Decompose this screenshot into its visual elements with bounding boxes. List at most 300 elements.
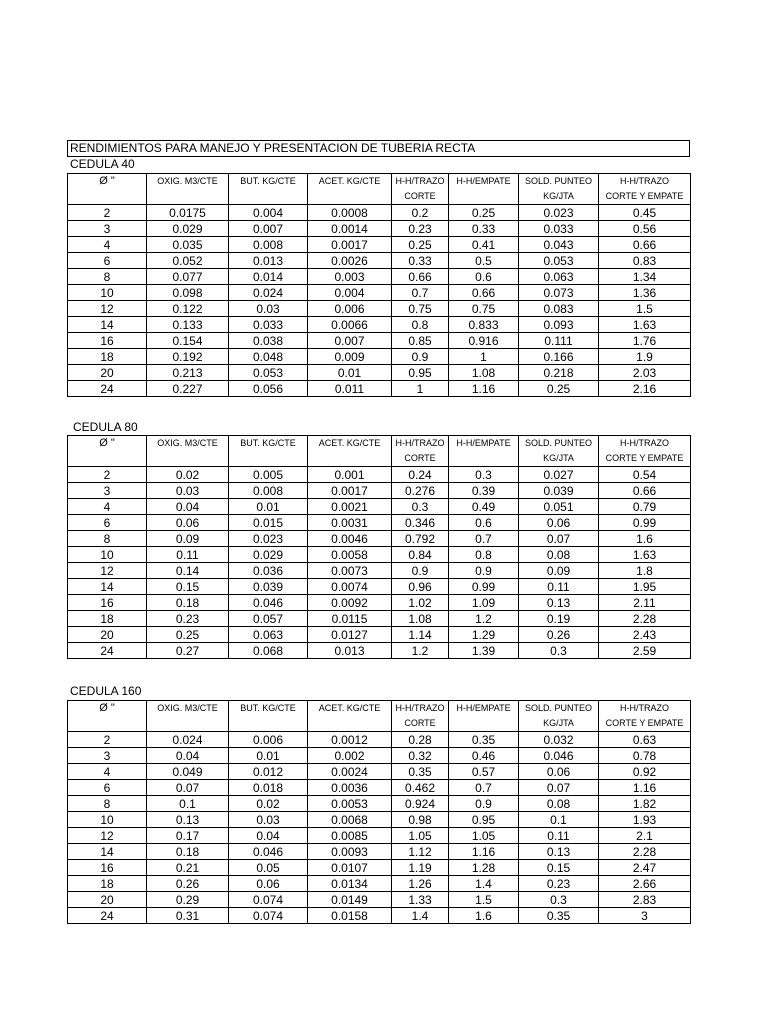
diameter-cell: 10 xyxy=(68,547,147,563)
value-cell: 2.03 xyxy=(599,365,691,381)
column-header-line-1: H-H/EMPATE xyxy=(456,438,511,448)
column-header-line-1: H-H/TRAZO xyxy=(620,176,669,186)
diameter-cell: 20 xyxy=(68,892,147,908)
value-cell: 0.45 xyxy=(599,205,691,221)
table-header-row xyxy=(68,701,691,732)
value-cell: 1.63 xyxy=(599,317,691,333)
column-header-line-1: OXIG. M3/CTE xyxy=(157,438,218,448)
value-cell: 0.083 xyxy=(519,301,599,317)
table-row xyxy=(68,333,691,349)
value-cell: 1.5 xyxy=(599,301,691,317)
value-cell: 0.154 xyxy=(147,333,229,349)
table-row xyxy=(68,764,691,780)
value-cell: 0.346 xyxy=(392,515,449,531)
value-cell: 0.66 xyxy=(449,285,519,301)
table-row xyxy=(68,467,691,483)
value-cell: 0.033 xyxy=(519,221,599,237)
value-cell: 0.0175 xyxy=(147,205,229,221)
table-row xyxy=(68,221,691,237)
value-cell: 0.1 xyxy=(519,812,599,828)
column-header-line-1: OXIG. M3/CTE xyxy=(157,703,218,713)
value-cell: 0.192 xyxy=(147,349,229,365)
value-cell: 1 xyxy=(449,349,519,365)
value-cell: 0.19 xyxy=(519,611,599,627)
value-cell: 0.0026 xyxy=(308,253,392,269)
value-cell: 0.32 xyxy=(392,748,449,764)
value-cell: 0.0068 xyxy=(308,812,392,828)
column-header xyxy=(599,701,691,732)
value-cell: 2.1 xyxy=(599,828,691,844)
value-cell: 0.05 xyxy=(229,860,308,876)
value-cell: 0.03 xyxy=(147,483,229,499)
value-cell: 0.25 xyxy=(519,381,599,397)
value-cell: 0.007 xyxy=(229,221,308,237)
table-row xyxy=(68,732,691,748)
value-cell: 1.4 xyxy=(392,908,449,924)
value-cell: 0.07 xyxy=(519,780,599,796)
value-cell: 0.84 xyxy=(392,547,449,563)
column-header-line-1: ACET. KG/CTE xyxy=(318,176,381,186)
diameter-cell: 8 xyxy=(68,269,147,285)
value-cell: 0.28 xyxy=(392,732,449,748)
value-cell: 0.07 xyxy=(519,531,599,547)
column-header-line-1: H-H/EMPATE xyxy=(456,176,511,186)
value-cell: 0.033 xyxy=(229,317,308,333)
table-row xyxy=(68,579,691,595)
value-cell: 1.5 xyxy=(449,892,519,908)
document-title: RENDIMIENTOS PARA MANEJO Y PRESENTACION DE TUBERIA RECTA xyxy=(67,140,690,157)
column-header-line-1: SOLD. PUNTEO xyxy=(524,703,592,713)
value-cell: 0.0066 xyxy=(308,317,392,333)
value-cell: 0.0017 xyxy=(308,483,392,499)
value-cell: 1.16 xyxy=(599,780,691,796)
value-cell: 0.0014 xyxy=(308,221,392,237)
value-cell: 1.14 xyxy=(392,627,449,643)
value-cell: 0.3 xyxy=(519,643,599,659)
value-cell: 0.01 xyxy=(229,499,308,515)
value-cell: 0.077 xyxy=(147,269,229,285)
value-cell: 0.35 xyxy=(392,764,449,780)
value-cell: 0.0031 xyxy=(308,515,392,531)
diameter-cell: 4 xyxy=(68,499,147,515)
diameter-cell: 16 xyxy=(68,333,147,349)
value-cell: 0.01 xyxy=(308,365,392,381)
value-cell: 0.15 xyxy=(147,579,229,595)
value-cell: 2.16 xyxy=(599,381,691,397)
value-cell: 0.6 xyxy=(449,269,519,285)
column-header xyxy=(147,701,229,732)
table-row xyxy=(68,643,691,659)
value-cell: 0.0046 xyxy=(308,531,392,547)
value-cell: 0.013 xyxy=(308,643,392,659)
value-cell: 0.0158 xyxy=(308,908,392,924)
value-cell: 0.053 xyxy=(229,365,308,381)
column-header xyxy=(68,701,147,732)
value-cell: 0.18 xyxy=(147,595,229,611)
value-cell: 0.227 xyxy=(147,381,229,397)
value-cell: 0.98 xyxy=(392,812,449,828)
table-row xyxy=(68,205,691,221)
table-row xyxy=(68,908,691,924)
value-cell: 0.06 xyxy=(229,876,308,892)
value-cell: 0.015 xyxy=(229,515,308,531)
value-cell: 0.004 xyxy=(229,205,308,221)
table-row xyxy=(68,483,691,499)
value-cell: 1.12 xyxy=(392,844,449,860)
column-header xyxy=(392,174,449,205)
value-cell: 2.47 xyxy=(599,860,691,876)
diameter-cell: 4 xyxy=(68,764,147,780)
table-row xyxy=(68,515,691,531)
column-header-line-1: BUT. KG/CTE xyxy=(240,703,296,713)
value-cell: 0.038 xyxy=(229,333,308,349)
value-cell: 0.039 xyxy=(519,483,599,499)
column-header-line-1: H-H/TRAZO xyxy=(620,438,669,448)
value-cell: 0.0012 xyxy=(308,732,392,748)
value-cell: 0.0036 xyxy=(308,780,392,796)
table-row xyxy=(68,627,691,643)
value-cell: 1.09 xyxy=(449,595,519,611)
diameter-cell: 16 xyxy=(68,860,147,876)
value-cell: 2.11 xyxy=(599,595,691,611)
table-row xyxy=(68,381,691,397)
table-row xyxy=(68,317,691,333)
value-cell: 0.31 xyxy=(147,908,229,924)
value-cell: 0.0134 xyxy=(308,876,392,892)
diameter-cell: 2 xyxy=(68,205,147,221)
value-cell: 0.916 xyxy=(449,333,519,349)
value-cell: 0.462 xyxy=(392,780,449,796)
value-cell: 0.006 xyxy=(229,732,308,748)
value-cell: 0.6 xyxy=(449,515,519,531)
value-cell: 0.07 xyxy=(147,780,229,796)
table-row xyxy=(68,876,691,892)
value-cell: 2.83 xyxy=(599,892,691,908)
value-cell: 0.75 xyxy=(392,301,449,317)
value-cell: 1.93 xyxy=(599,812,691,828)
value-cell: 0.04 xyxy=(147,499,229,515)
value-cell: 1.76 xyxy=(599,333,691,349)
value-cell: 1.95 xyxy=(599,579,691,595)
value-cell: 0.08 xyxy=(519,547,599,563)
value-cell: 0.26 xyxy=(147,876,229,892)
value-cell: 0.001 xyxy=(308,467,392,483)
value-cell: 0.035 xyxy=(147,237,229,253)
column-header-line-1: Ø " xyxy=(99,702,115,714)
value-cell: 1 xyxy=(392,381,449,397)
value-cell: 0.95 xyxy=(449,812,519,828)
value-cell: 1.16 xyxy=(449,844,519,860)
table-cedula-160 xyxy=(67,700,691,924)
column-header-line-2: CORTE Y EMPATE xyxy=(605,718,684,728)
value-cell: 0.0127 xyxy=(308,627,392,643)
column-header-line-2: CORTE xyxy=(404,453,436,463)
value-cell: 0.14 xyxy=(147,563,229,579)
value-cell: 0.79 xyxy=(599,499,691,515)
column-header-line-1: Ø " xyxy=(99,175,115,187)
diameter-cell: 3 xyxy=(68,748,147,764)
value-cell: 0.11 xyxy=(519,828,599,844)
value-cell: 1.4 xyxy=(449,876,519,892)
column-header xyxy=(599,436,691,467)
value-cell: 0.95 xyxy=(392,365,449,381)
diameter-cell: 20 xyxy=(68,365,147,381)
table-row xyxy=(68,828,691,844)
table-row xyxy=(68,499,691,515)
column-header xyxy=(519,436,599,467)
value-cell: 1.8 xyxy=(599,563,691,579)
value-cell: 1.08 xyxy=(449,365,519,381)
column-header-line-1: SOLD. PUNTEO xyxy=(524,176,592,186)
value-cell: 3 xyxy=(599,908,691,924)
value-cell: 1.19 xyxy=(392,860,449,876)
column-header xyxy=(68,174,147,205)
value-cell: 0.8 xyxy=(449,547,519,563)
table-row xyxy=(68,780,691,796)
diameter-cell: 20 xyxy=(68,627,147,643)
diameter-cell: 18 xyxy=(68,349,147,365)
table-row xyxy=(68,860,691,876)
column-header-line-1: H-H/TRAZO xyxy=(395,438,445,448)
table-row xyxy=(68,547,691,563)
value-cell: 0.56 xyxy=(599,221,691,237)
value-cell: 0.833 xyxy=(449,317,519,333)
value-cell: 0.85 xyxy=(392,333,449,349)
table-row xyxy=(68,892,691,908)
column-header xyxy=(147,436,229,467)
value-cell: 0.098 xyxy=(147,285,229,301)
value-cell: 0.66 xyxy=(599,483,691,499)
value-cell: 0.7 xyxy=(449,780,519,796)
value-cell: 0.06 xyxy=(519,515,599,531)
diameter-cell: 6 xyxy=(68,253,147,269)
value-cell: 0.051 xyxy=(519,499,599,515)
value-cell: 0.11 xyxy=(519,579,599,595)
value-cell: 0.66 xyxy=(392,269,449,285)
value-cell: 0.29 xyxy=(147,892,229,908)
value-cell: 0.0021 xyxy=(308,499,392,515)
value-cell: 0.17 xyxy=(147,828,229,844)
value-cell: 0.007 xyxy=(308,333,392,349)
value-cell: 0.66 xyxy=(599,237,691,253)
diameter-cell: 14 xyxy=(68,579,147,595)
value-cell: 0.008 xyxy=(229,237,308,253)
table-row xyxy=(68,844,691,860)
value-cell: 0.9 xyxy=(449,796,519,812)
column-header xyxy=(308,436,392,467)
value-cell: 0.1 xyxy=(147,796,229,812)
value-cell: 1.6 xyxy=(449,908,519,924)
diameter-cell: 12 xyxy=(68,301,147,317)
diameter-cell: 10 xyxy=(68,812,147,828)
value-cell: 0.0107 xyxy=(308,860,392,876)
column-header-line-2: CORTE Y EMPATE xyxy=(605,453,684,463)
column-header xyxy=(229,174,308,205)
column-header-line-1: ACET. KG/CTE xyxy=(318,703,381,713)
value-cell: 0.0074 xyxy=(308,579,392,595)
diameter-cell: 10 xyxy=(68,285,147,301)
value-cell: 0.0092 xyxy=(308,595,392,611)
table-row xyxy=(68,748,691,764)
value-cell: 0.074 xyxy=(229,908,308,924)
column-header xyxy=(229,701,308,732)
value-cell: 0.15 xyxy=(519,860,599,876)
value-cell: 0.0024 xyxy=(308,764,392,780)
value-cell: 0.0073 xyxy=(308,563,392,579)
column-header xyxy=(519,701,599,732)
value-cell: 0.043 xyxy=(519,237,599,253)
value-cell: 0.13 xyxy=(147,812,229,828)
column-header-line-1: BUT. KG/CTE xyxy=(240,176,296,186)
value-cell: 0.012 xyxy=(229,764,308,780)
table-row xyxy=(68,349,691,365)
value-cell: 0.5 xyxy=(449,253,519,269)
value-cell: 0.792 xyxy=(392,531,449,547)
column-header xyxy=(449,174,519,205)
value-cell: 0.18 xyxy=(147,844,229,860)
value-cell: 0.133 xyxy=(147,317,229,333)
diameter-cell: 14 xyxy=(68,317,147,333)
column-header xyxy=(392,701,449,732)
value-cell: 0.26 xyxy=(519,627,599,643)
column-header xyxy=(599,174,691,205)
value-cell: 0.06 xyxy=(519,764,599,780)
diameter-cell: 2 xyxy=(68,732,147,748)
value-cell: 0.074 xyxy=(229,892,308,908)
value-cell: 0.33 xyxy=(392,253,449,269)
column-header-line-1: Ø " xyxy=(99,437,115,449)
value-cell: 0.92 xyxy=(599,764,691,780)
value-cell: 0.11 xyxy=(147,547,229,563)
value-cell: 0.46 xyxy=(449,748,519,764)
diameter-cell: 6 xyxy=(68,515,147,531)
section-label-cedula-160: CEDULA 160 xyxy=(70,684,142,698)
value-cell: 0.24 xyxy=(392,467,449,483)
column-header xyxy=(308,701,392,732)
value-cell: 0.25 xyxy=(449,205,519,221)
diameter-cell: 3 xyxy=(68,483,147,499)
table-row xyxy=(68,563,691,579)
value-cell: 1.29 xyxy=(449,627,519,643)
value-cell: 0.122 xyxy=(147,301,229,317)
value-cell: 2.43 xyxy=(599,627,691,643)
table-row xyxy=(68,796,691,812)
value-cell: 0.014 xyxy=(229,269,308,285)
diameter-cell: 6 xyxy=(68,780,147,796)
table-row xyxy=(68,253,691,269)
column-header-line-2: KG/JTA xyxy=(543,718,574,728)
value-cell: 0.063 xyxy=(519,269,599,285)
column-header xyxy=(229,436,308,467)
value-cell: 0.99 xyxy=(449,579,519,595)
diameter-cell: 12 xyxy=(68,563,147,579)
value-cell: 1.33 xyxy=(392,892,449,908)
table-header-row xyxy=(68,174,691,205)
value-cell: 0.018 xyxy=(229,780,308,796)
value-cell: 0.7 xyxy=(392,285,449,301)
section-label-cedula-40: CEDULA 40 xyxy=(70,157,135,171)
value-cell: 0.04 xyxy=(229,828,308,844)
value-cell: 0.39 xyxy=(449,483,519,499)
value-cell: 0.036 xyxy=(229,563,308,579)
value-cell: 0.046 xyxy=(229,844,308,860)
table-row xyxy=(68,812,691,828)
value-cell: 0.218 xyxy=(519,365,599,381)
table-row xyxy=(68,301,691,317)
value-cell: 0.7 xyxy=(449,531,519,547)
value-cell: 0.02 xyxy=(229,796,308,812)
value-cell: 1.34 xyxy=(599,269,691,285)
column-header-line-1: BUT. KG/CTE xyxy=(240,438,296,448)
column-header-line-1: OXIG. M3/CTE xyxy=(157,176,218,186)
value-cell: 0.23 xyxy=(392,221,449,237)
value-cell: 0.046 xyxy=(519,748,599,764)
value-cell: 0.024 xyxy=(229,285,308,301)
value-cell: 0.003 xyxy=(308,269,392,285)
column-header xyxy=(308,174,392,205)
value-cell: 0.09 xyxy=(147,531,229,547)
value-cell: 0.046 xyxy=(229,595,308,611)
value-cell: 0.33 xyxy=(449,221,519,237)
diameter-cell: 24 xyxy=(68,643,147,659)
value-cell: 0.8 xyxy=(392,317,449,333)
value-cell: 0.9 xyxy=(449,563,519,579)
value-cell: 0.57 xyxy=(449,764,519,780)
column-header xyxy=(519,174,599,205)
value-cell: 0.75 xyxy=(449,301,519,317)
column-header-line-2: KG/JTA xyxy=(543,453,574,463)
value-cell: 0.83 xyxy=(599,253,691,269)
column-header-line-1: H-H/TRAZO xyxy=(395,176,445,186)
value-cell: 0.213 xyxy=(147,365,229,381)
table-row xyxy=(68,365,691,381)
diameter-cell: 18 xyxy=(68,611,147,627)
value-cell: 1.36 xyxy=(599,285,691,301)
value-cell: 1.9 xyxy=(599,349,691,365)
value-cell: 0.166 xyxy=(519,349,599,365)
value-cell: 2.28 xyxy=(599,844,691,860)
column-header-line-2: CORTE xyxy=(404,191,436,201)
column-header-line-2: KG/JTA xyxy=(543,191,574,201)
value-cell: 1.63 xyxy=(599,547,691,563)
value-cell: 1.16 xyxy=(449,381,519,397)
value-cell: 0.13 xyxy=(519,595,599,611)
section-label-cedula-80: CEDULA 80 xyxy=(73,420,138,434)
value-cell: 0.008 xyxy=(229,483,308,499)
value-cell: 1.82 xyxy=(599,796,691,812)
value-cell: 1.08 xyxy=(392,611,449,627)
table-row xyxy=(68,531,691,547)
value-cell: 0.924 xyxy=(392,796,449,812)
table-row xyxy=(68,269,691,285)
value-cell: 0.3 xyxy=(449,467,519,483)
value-cell: 0.039 xyxy=(229,579,308,595)
value-cell: 0.0008 xyxy=(308,205,392,221)
value-cell: 0.25 xyxy=(392,237,449,253)
value-cell: 0.35 xyxy=(519,908,599,924)
column-header xyxy=(392,436,449,467)
value-cell: 0.276 xyxy=(392,483,449,499)
value-cell: 0.09 xyxy=(519,563,599,579)
diameter-cell: 16 xyxy=(68,595,147,611)
table-row xyxy=(68,285,691,301)
value-cell: 0.0053 xyxy=(308,796,392,812)
column-header xyxy=(68,436,147,467)
value-cell: 0.011 xyxy=(308,381,392,397)
diameter-cell: 4 xyxy=(68,237,147,253)
value-cell: 0.25 xyxy=(147,627,229,643)
column-header-line-2: CORTE Y EMPATE xyxy=(605,191,684,201)
